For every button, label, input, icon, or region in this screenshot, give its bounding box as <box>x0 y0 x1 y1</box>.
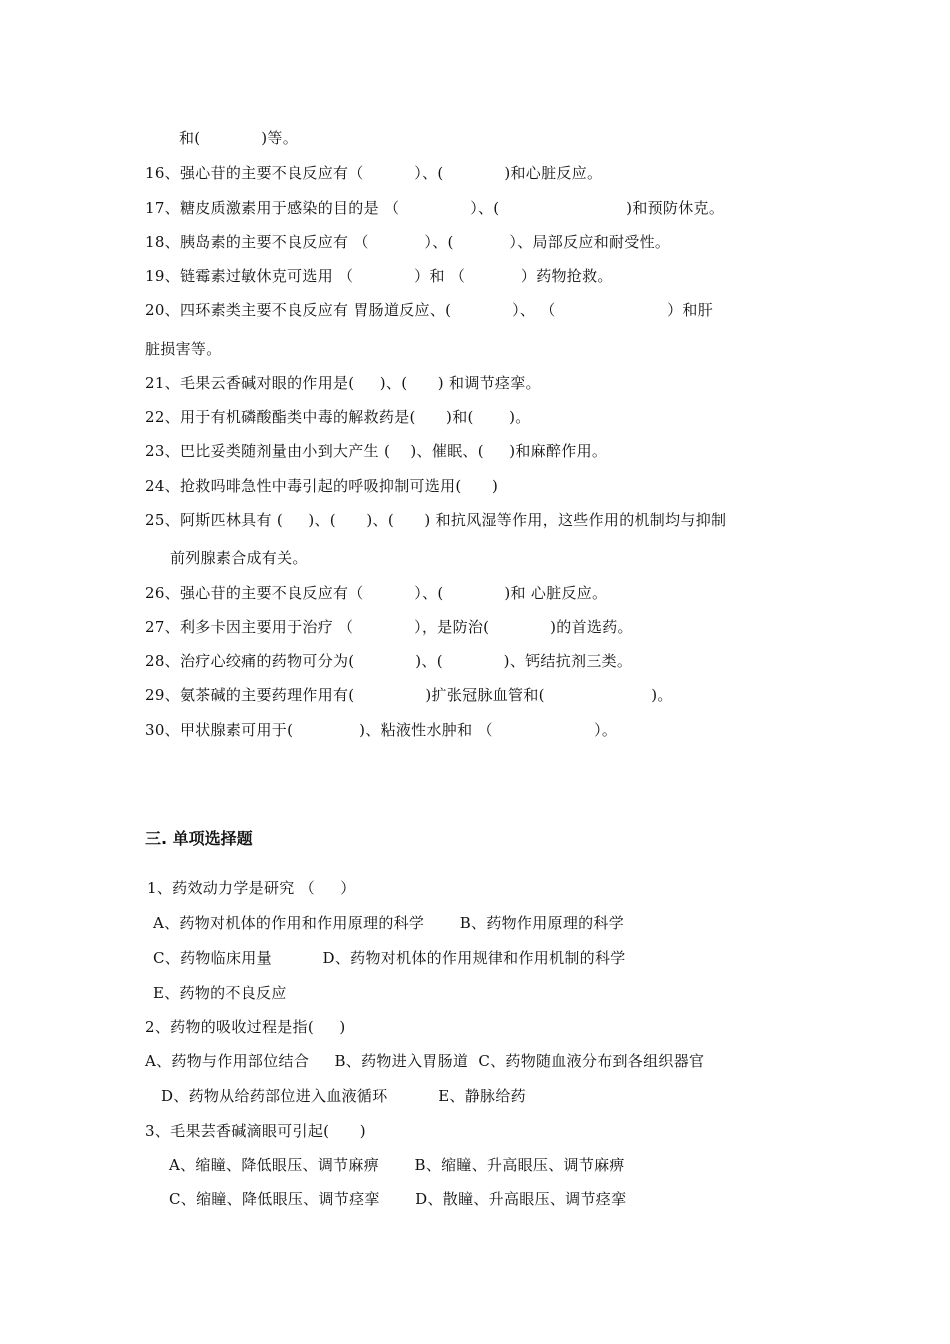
fill-question-18: 18、胰岛素的主要不良反应有 （ ）、( ）、局部反应和耐受性。 <box>145 233 671 251</box>
choice-q3-options-ab: A、缩瞳、降低眼压、调节麻痹 B、缩瞳、升高眼压、调节麻痹 <box>169 1156 625 1174</box>
fill-question-30: 30、甲状腺素可用于( )、粘液性水肿和 （ ）。 <box>145 721 618 739</box>
fill-question-25-cont: 前列腺素合成有关。 <box>170 549 308 567</box>
choice-question-3: 3、毛果芸香碱滴眼可引起( ) <box>145 1122 366 1140</box>
section-heading: 三. 单项选择题 <box>145 829 253 848</box>
choice-q1-options-ab: A、药物对机体的作用和作用原理的科学 B、药物作用原理的科学 <box>153 914 625 932</box>
fill-question-20-cont: 脏损害等。 <box>145 340 222 358</box>
fill-question-25: 25、阿斯匹林具有 ( )、( )、( ) 和抗风湿等作用，这些作用的机制均与抑制 <box>145 511 727 529</box>
fill-question-19: 19、链霉素过敏休克可选用 （ ）和 （ ）药物抢救。 <box>145 267 613 285</box>
choice-q1-option-e: E、药物的不良反应 <box>153 984 287 1002</box>
fill-question-27: 27、利多卡因主要用于治疗 （ ），是防治( )的首选药。 <box>145 618 633 636</box>
choice-q3-options-cd: C、缩瞳、降低眼压、调节痉挛 D、散瞳、升高眼压、调节痉挛 <box>169 1190 627 1208</box>
fill-question-29: 29、氨茶碱的主要药理作用有( )扩张冠脉血管和( )。 <box>145 686 673 704</box>
fill-question-22: 22、用于有机磷酸酯类中毒的解救药是( )和( )。 <box>145 408 531 426</box>
fill-question-26: 26、强心苷的主要不良反应有（ ）、( )和 心脏反应。 <box>145 584 608 602</box>
fill-question-16: 16、强心苷的主要不良反应有（ ）、( )和心脏反应。 <box>145 164 603 182</box>
choice-q1-options-cd: C、药物临床用量 D、药物对机体的作用规律和作用机制的科学 <box>153 949 626 967</box>
choice-q2-options-abc: A、药物与作用部位结合 B、药物进入胃肠道 C、药物随血液分布到各组织器官 <box>145 1052 705 1070</box>
fill-question-23: 23、巴比妥类随剂量由小到大产生 ( )、催眠、( )和麻醉作用。 <box>145 442 608 460</box>
fill-question-20: 20、四环素类主要不良反应有 胃肠道反应、( ）、 （ ）和肝 <box>145 301 713 319</box>
fill-question-21: 21、毛果云香碱对眼的作用是( )、( ) 和调节痉挛。 <box>145 374 541 392</box>
fill-line-15-cont: 和( )等。 <box>179 129 299 147</box>
fill-question-28: 28、治疗心绞痛的药物可分为( )、( )、钙结抗剂三类。 <box>145 652 633 670</box>
fill-question-24: 24、抢救吗啡急性中毒引起的呼吸抑制可选用( ) <box>145 477 499 495</box>
choice-q2-options-de: D、药物从给药部位进入血液循环 E、静脉给药 <box>161 1087 526 1105</box>
choice-question-2: 2、药物的吸收过程是指( ) <box>145 1018 346 1036</box>
choice-question-1: 1、药效动力学是研究 （ ） <box>147 879 356 897</box>
fill-question-17: 17、糖皮质激素用于感染的目的是 （ ）、( )和预防休克。 <box>145 199 725 217</box>
